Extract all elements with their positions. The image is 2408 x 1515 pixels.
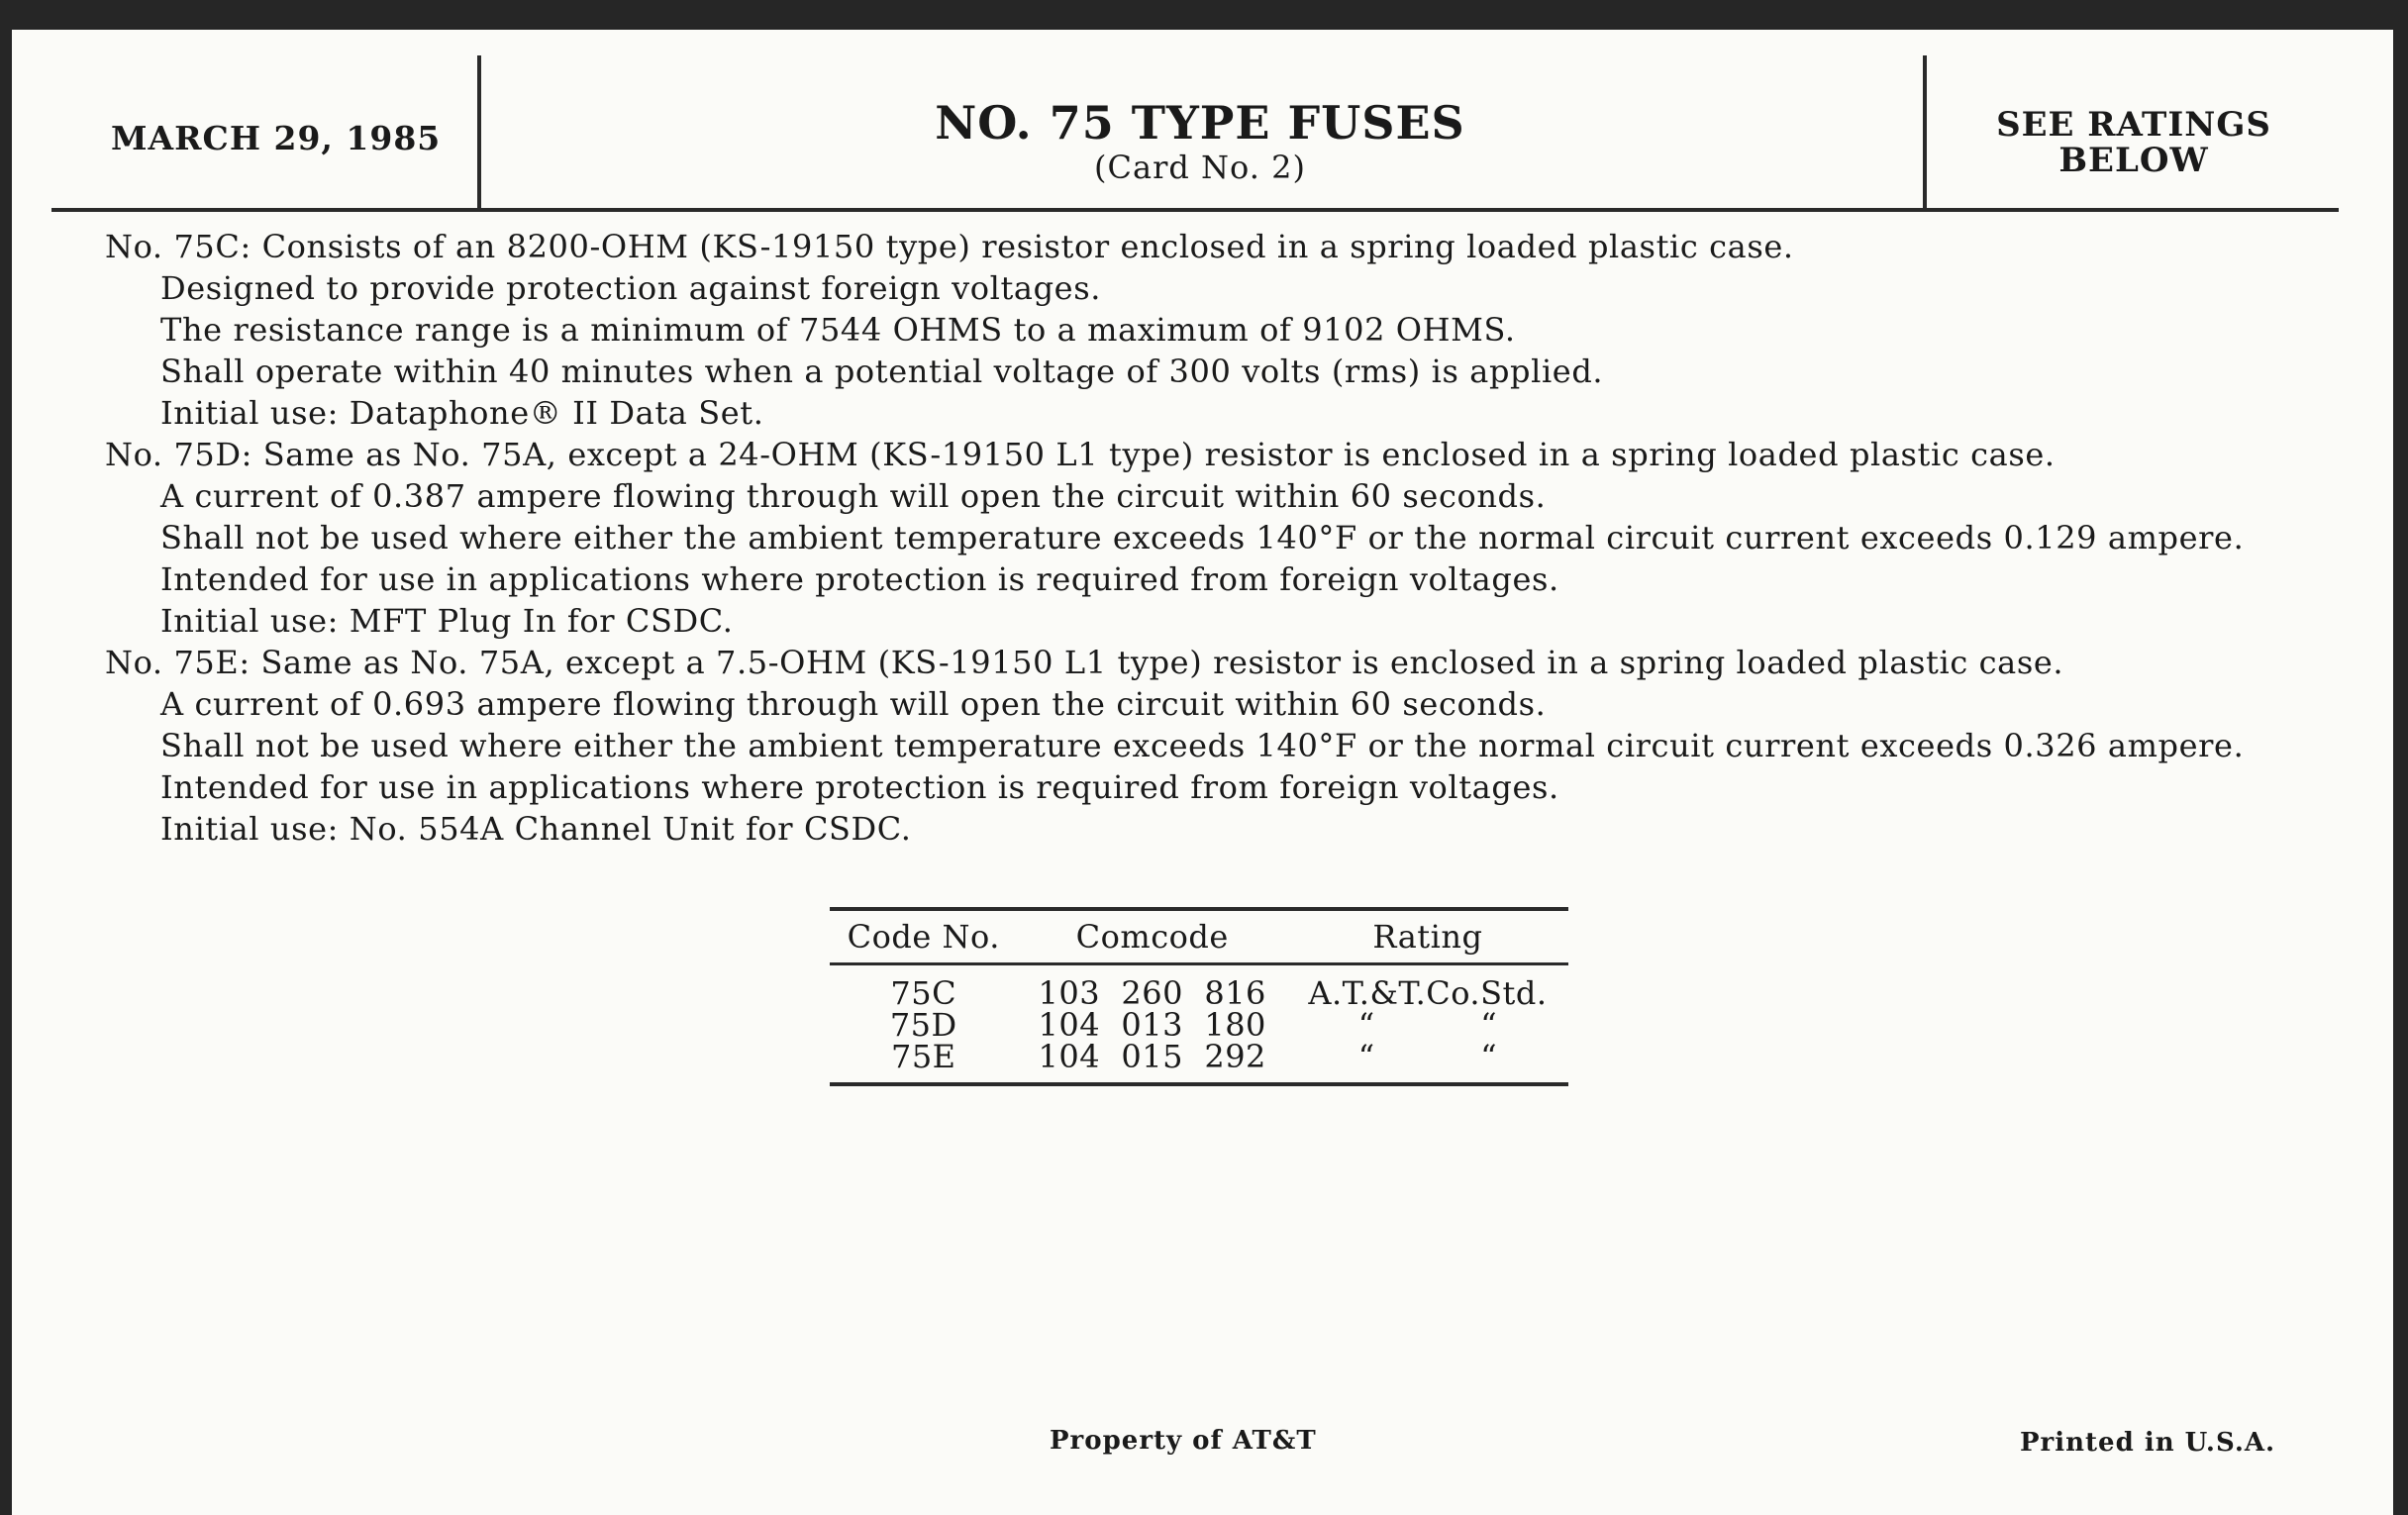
desc-line: Intended for use in applications where protection is required from foreign voltages. — [160, 560, 1559, 598]
desc-line: A current of 0.387 ampere flowing through will open the circuit within 60 seconds. — [160, 477, 1547, 515]
col-header-rating: Rating — [1287, 909, 1568, 964]
desc-line: No. 75E: Same as No. 75A, except a 7.5-OHM (KS-19150 L1 type) resistor is enclosed in a spring loaded plastic case. — [105, 644, 2064, 681]
desc-line: Intended for use in applications where protection is required from foreign voltages. — [160, 768, 1559, 806]
desc-line: Shall operate within 40 minutes when a potential voltage of 300 volts (rms) is applied. — [160, 353, 1604, 390]
rating-cell: “ “ — [1357, 1006, 1498, 1044]
table-row — [830, 964, 1568, 1010]
ratings-note-line1: SEE RATINGS — [1996, 105, 2271, 145]
table-header-row — [830, 909, 1568, 964]
ratings-note — [1929, 107, 2339, 178]
desc-line: Shall not be used where either the ambient temperature exceeds 140°F or the normal circuit current exceeds 0.326 ampere. — [160, 727, 2245, 764]
desc-line: Initial use: MFT Plug In for CSDC. — [160, 602, 734, 640]
table-row — [830, 1009, 1568, 1041]
header-divider-right — [1923, 55, 1927, 208]
comcode-cell: 104 015 292 — [1038, 1038, 1266, 1075]
desc-line: The resistance range is a minimum of 7544 OHMS to a maximum of 9102 OHMS. — [160, 311, 1516, 349]
comcode-cell: 104 013 180 — [1038, 1006, 1266, 1044]
printed-notice: Printed in U.S.A. — [2020, 1428, 2276, 1458]
catalog-card — [12, 30, 2393, 1515]
comcode-cell: 103 260 816 — [1038, 974, 1266, 1012]
code-table — [830, 907, 1568, 1086]
code-cell: 75C — [890, 974, 957, 1012]
title-block — [477, 97, 1923, 186]
code-cell: 75E — [890, 1038, 956, 1075]
desc-line: Designed to provide protection against foreign voltages. — [160, 269, 1102, 307]
desc-line: A current of 0.693 ampere flowing through will open the circuit within 60 seconds. — [160, 685, 1547, 723]
issue-date: MARCH 29, 1985 — [111, 119, 442, 157]
code-cell: 75D — [889, 1006, 957, 1044]
card-number: (Card No. 2) — [1094, 149, 1306, 186]
ratings-note-line2: BELOW — [2058, 141, 2209, 180]
desc-line: No. 75C: Consists of an 8200-OHM (KS-19150 type) resistor enclosed in a spring loaded plastic case. — [105, 228, 1794, 265]
table-row — [830, 1041, 1568, 1084]
col-header-comcode: Comcode — [1018, 909, 1287, 964]
desc-line: No. 75D: Same as No. 75A, except a 24-OHM (KS-19150 L1 type) resistor is enclosed in a spring loaded plastic case. — [105, 436, 2056, 473]
desc-line: Shall not be used where either the ambient temperature exceeds 140°F or the normal circuit current exceeds 0.129 ampere. — [160, 519, 2245, 556]
desc-line: Initial use: No. 554A Channel Unit for CSDC. — [160, 810, 912, 848]
property-notice: Property of AT&T — [1050, 1426, 1317, 1456]
fuse-descriptions — [105, 226, 2362, 850]
rating-cell: “ “ — [1357, 1038, 1498, 1075]
rating-cell: A.T.&T.Co.Std. — [1308, 974, 1548, 1012]
col-header-code: Code No. — [830, 909, 1018, 964]
desc-line: Initial use: Dataphone® II Data Set. — [160, 394, 764, 432]
card-header — [51, 55, 2339, 212]
page-title: NO. 75 TYPE FUSES — [935, 96, 1465, 150]
